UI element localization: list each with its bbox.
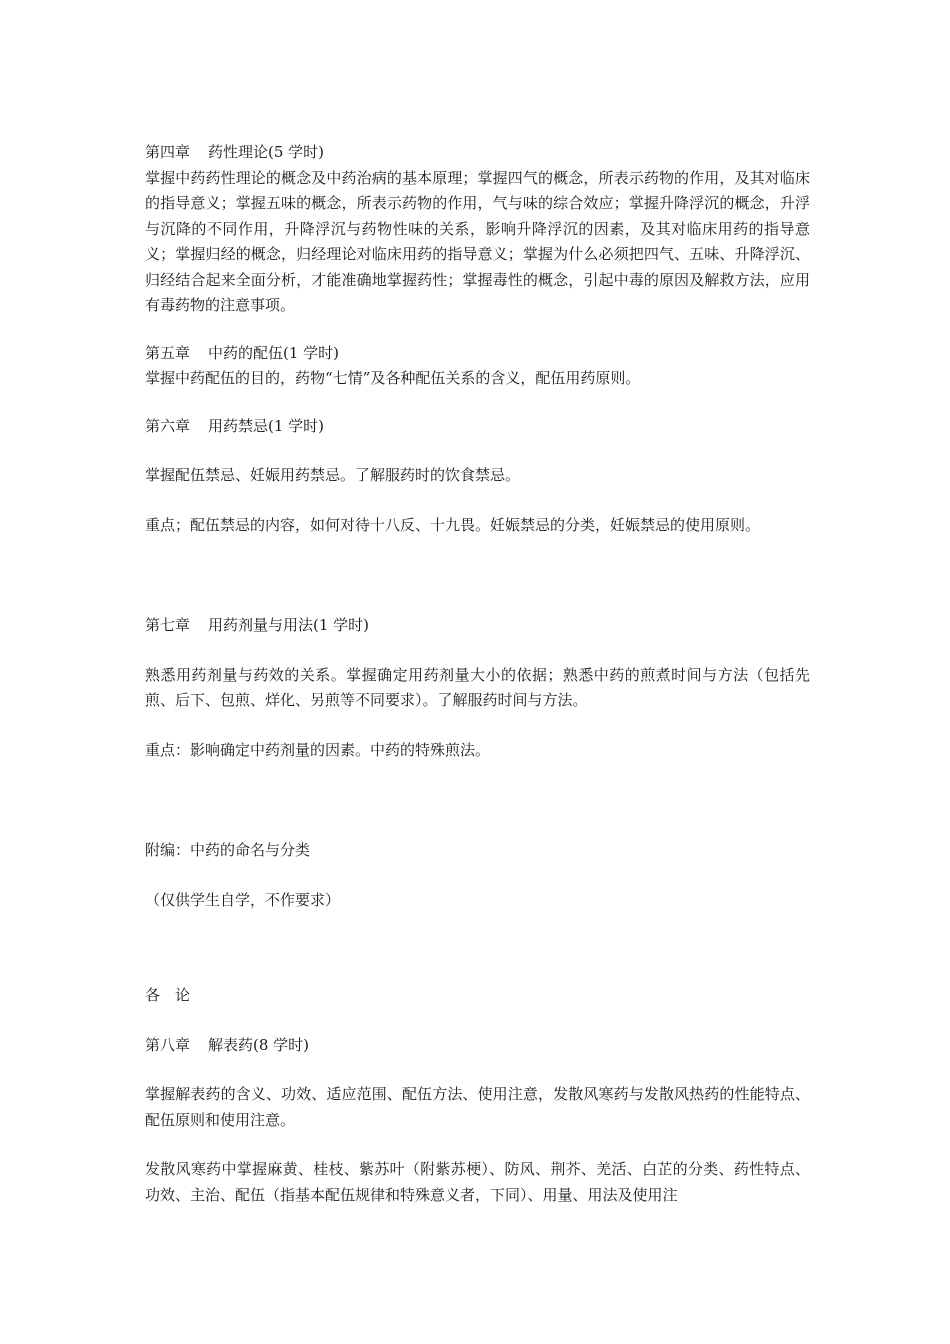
chapter-7-heading xyxy=(145,613,810,639)
chapter-4-number: 第四章 xyxy=(145,143,191,161)
chapter-6-number: 第六章 xyxy=(145,416,191,435)
chapter-4-body: 掌握中药药性理论的概念及中药治病的基本原理；掌握四气的概念，所表示药物的作用，及其对临床的指导意义；掌握五味的概念，所表示药物的作用，气与味的综合效应；掌握升降浮沉的概念，升浮与沉降的不同作用，升降浮沉与药物性味的关系，影响升降浮沉的因素，及其对临床用药的指导意义；掌握归经的概念，归经理论对临床用药的指导意义；掌握为什么必须把四气、五味、升降浮沉、归经结合起来全面分析，才能准确地掌握药性；掌握毒性的概念，引起中毒的原因及解救方法，应用有毒药物的注意事项。 xyxy=(145,168,810,314)
chapter-8-body-2: 发散风寒药中掌握麻黄、桂枝、紫苏叶（附紫苏梗）、防风、荆芥、羌活、白芷的分类、药性特点、功效、主治、配伍（指基本配伍规律和特殊意义者，下同）、用量、用法及使用注 xyxy=(145,1160,810,1204)
chapter-6-key-points: 重点；配伍禁忌的内容，如何对待十八反、十九畏。妊娠禁忌的分类，妊娠禁忌的使用原则。 xyxy=(145,515,761,534)
appendix-note: （仅供学生自学，不作要求） xyxy=(145,890,341,909)
chapter-5-heading xyxy=(145,341,810,367)
chapter-4-heading xyxy=(145,140,810,166)
chapter-8-title: 解表药(8 学时) xyxy=(208,1035,310,1054)
chapter-6-title: 用药禁忌(1 学时) xyxy=(208,416,325,435)
chapter-5-number: 第五章 xyxy=(145,343,191,362)
chapter-4-title: 药性理论(5 学时) xyxy=(208,143,325,161)
chapter-7-number: 第七章 xyxy=(145,616,191,634)
document-content xyxy=(145,140,810,1208)
chapter-8-number: 第八章 xyxy=(145,1035,191,1054)
chapter-8-body-1: 掌握解表药的含义、功效、适应范围、配伍方法、使用注意，发散风寒药与发散风热药的性能特点、配伍原则和使用注意。 xyxy=(145,1085,810,1129)
chapter-7-title: 用药剂量与用法(1 学时) xyxy=(208,616,370,634)
chapter-7-body: 熟悉用药剂量与药效的关系。掌握确定用药剂量大小的依据；熟悉中药的煎煮时间与方法（包括先煎、后下、包煎、烊化、另煎等不同要求）。了解服药时间与方法。 xyxy=(145,665,810,709)
chapter-6-heading xyxy=(145,414,810,440)
part-heading: 各 论 xyxy=(145,986,191,1004)
chapter-5-body: 掌握中药配伍的目的，药物“七情”及各种配伍关系的含义，配伍用药原则。 xyxy=(145,369,641,387)
appendix-heading: 附编：中药的命名与分类 xyxy=(145,841,311,859)
chapter-7-key-points: 重点：影响确定中药剂量的因素。中药的特殊煎法。 xyxy=(145,740,491,759)
chapter-6-body: 掌握配伍禁忌、妊娠用药禁忌。了解服药时的饮食禁忌。 xyxy=(145,466,521,484)
chapter-8-heading xyxy=(145,1033,810,1059)
chapter-5-title: 中药的配伍(1 学时) xyxy=(208,343,340,362)
